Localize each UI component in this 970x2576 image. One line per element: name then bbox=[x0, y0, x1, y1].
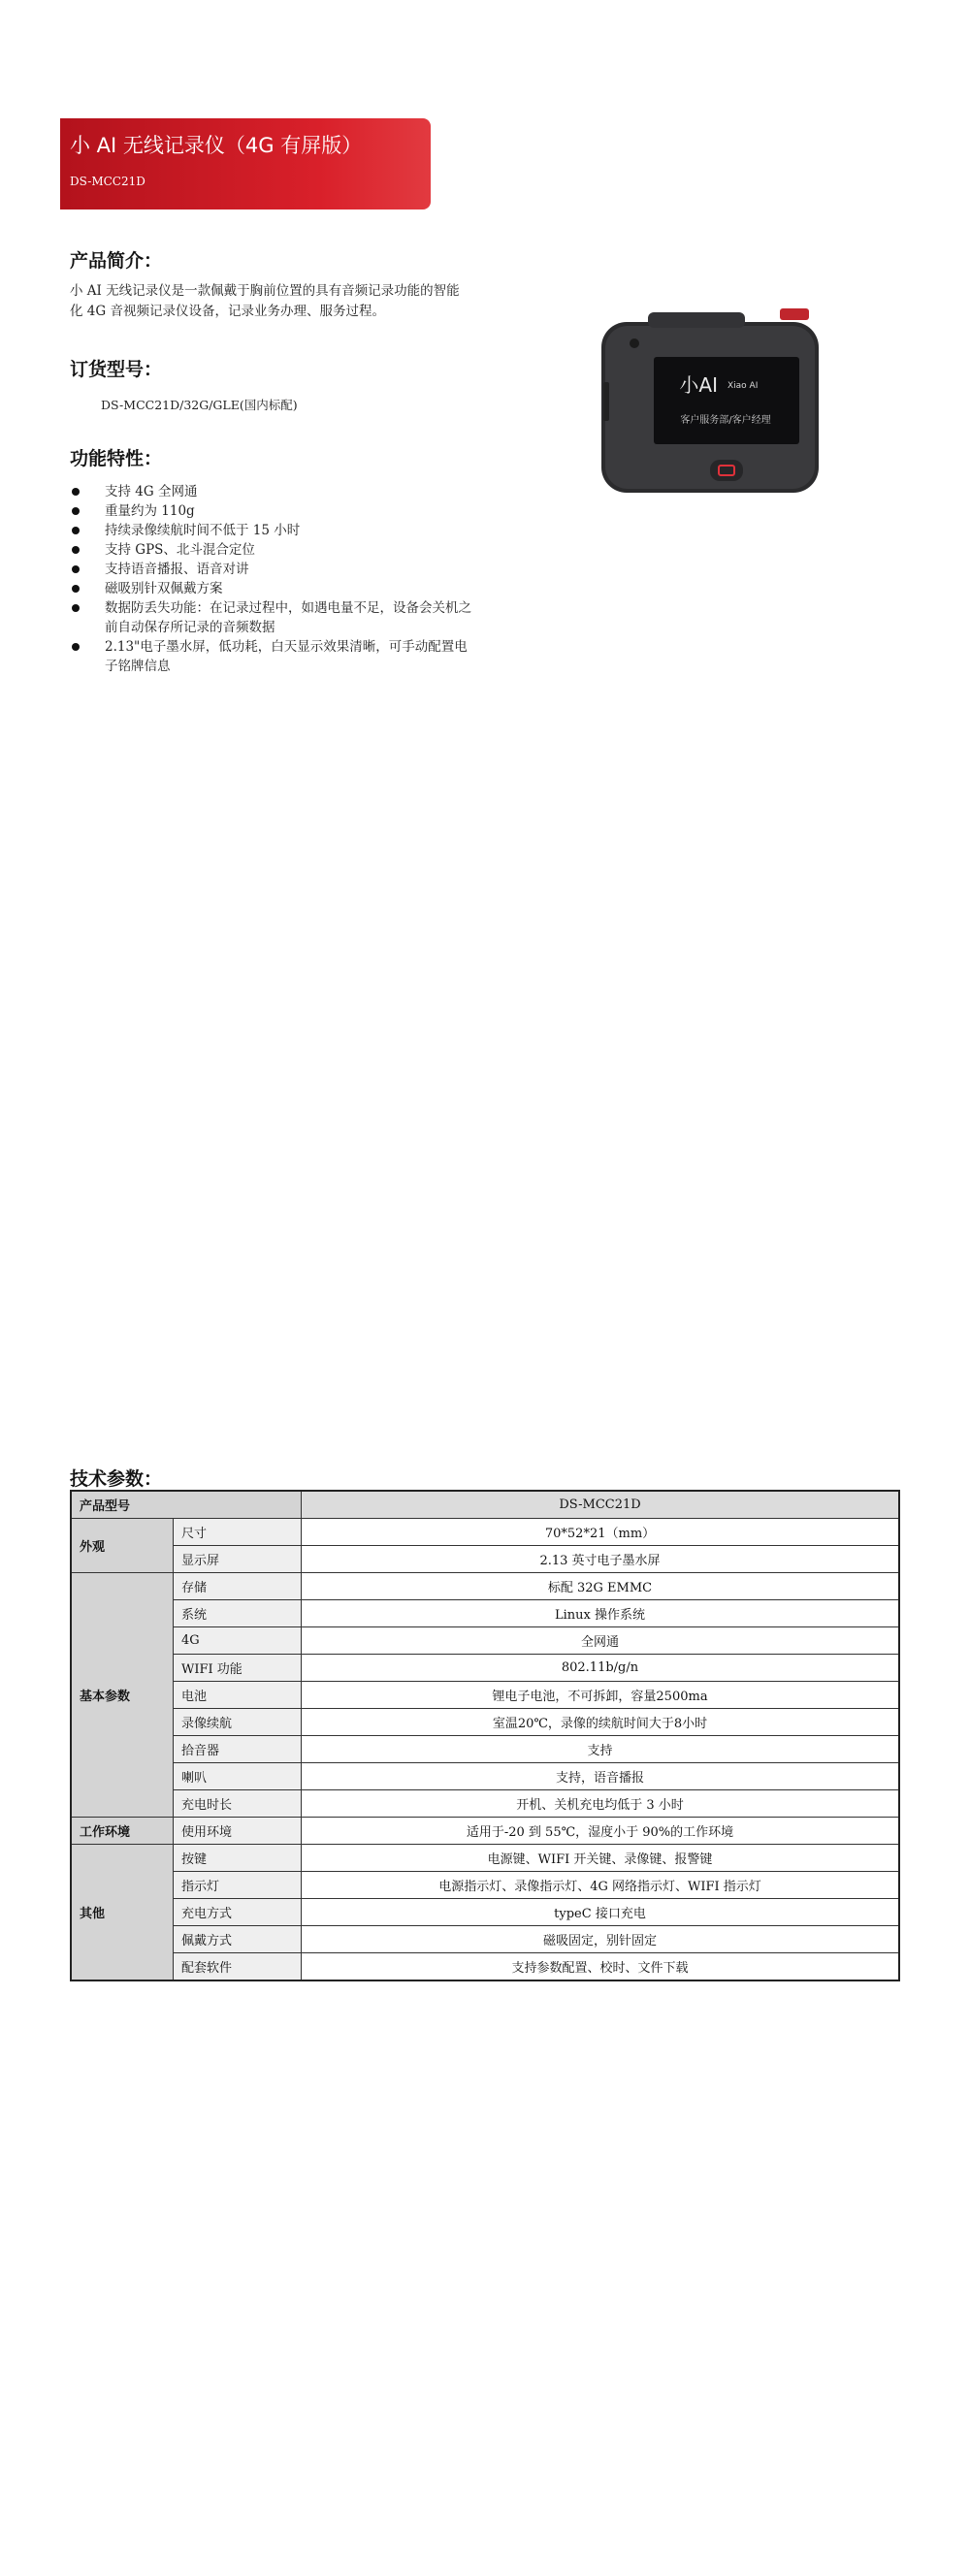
features-heading: 功能特性： bbox=[70, 448, 163, 469]
device-screen bbox=[654, 357, 799, 444]
spec-row bbox=[71, 1926, 899, 1953]
spec-row bbox=[71, 1899, 899, 1926]
spec-row bbox=[71, 1736, 899, 1763]
device-brand-small: Xiao AI bbox=[728, 381, 759, 391]
spec-param: 显示屏 bbox=[174, 1546, 302, 1573]
spec-row bbox=[71, 1709, 899, 1736]
spec-row bbox=[71, 1872, 899, 1899]
spec-row bbox=[71, 1655, 899, 1682]
spec-model-label: 产品型号 bbox=[71, 1491, 302, 1519]
spec-model-row bbox=[71, 1491, 899, 1519]
device-top-ridge bbox=[648, 312, 745, 328]
spec-group-name: 基本参数 bbox=[71, 1573, 174, 1818]
spec-param: 配套软件 bbox=[174, 1953, 302, 1981]
title-banner bbox=[60, 118, 431, 209]
bullet-icon bbox=[72, 604, 80, 612]
device-side-grip bbox=[603, 382, 609, 421]
spec-value: 标配 32G EMMC bbox=[302, 1573, 900, 1600]
bullet-icon bbox=[72, 585, 80, 593]
feature-text: 支持语音播报、语音对讲 bbox=[105, 562, 249, 577]
product-title: 小 AI 无线记录仪（4G 有屏版） bbox=[70, 134, 363, 157]
product-model-code: DS-MCC21D bbox=[70, 175, 146, 188]
spec-param: 充电时长 bbox=[174, 1790, 302, 1818]
bullet-icon bbox=[72, 565, 80, 573]
spec-param: 系统 bbox=[174, 1600, 302, 1627]
spec-param: 喇叭 bbox=[174, 1763, 302, 1790]
bullet-icon bbox=[72, 527, 80, 534]
spec-group-name: 工作环境 bbox=[71, 1818, 174, 1845]
spec-row bbox=[71, 1546, 899, 1573]
feature-item bbox=[70, 637, 477, 676]
spec-param: 指示灯 bbox=[174, 1872, 302, 1899]
spec-value: 支持参数配置、校时、文件下载 bbox=[302, 1953, 900, 1981]
spec-row bbox=[71, 1818, 899, 1845]
spec-value: 802.11b/g/n bbox=[302, 1655, 900, 1682]
spec-param: 尺寸 bbox=[174, 1519, 302, 1546]
spec-param: 存储 bbox=[174, 1573, 302, 1600]
feature-text: 支持 4G 全网通 bbox=[105, 484, 198, 499]
spec-value: 支持 bbox=[302, 1736, 900, 1763]
spec-group-name: 外观 bbox=[71, 1519, 174, 1573]
feature-item bbox=[70, 598, 477, 637]
spec-value: 锂电子电池，不可拆卸，容量2500ma bbox=[302, 1682, 900, 1709]
spec-value: 支持，语音播报 bbox=[302, 1763, 900, 1790]
bullet-icon bbox=[72, 507, 80, 515]
device-record-key bbox=[780, 308, 809, 320]
spec-param: 4G bbox=[174, 1627, 302, 1655]
spec-value: Linux 操作系统 bbox=[302, 1600, 900, 1627]
spec-row bbox=[71, 1790, 899, 1818]
feature-text: 数据防丢失功能：在记录过程中，如遇电量不足，设备会关机之前自动保存所记录的音频数据 bbox=[105, 600, 471, 635]
feature-item bbox=[70, 482, 477, 501]
spec-row bbox=[71, 1845, 899, 1872]
spec-row bbox=[71, 1953, 899, 1981]
specs-heading: 技术参数： bbox=[70, 1468, 163, 1490]
device-brand-large: 小AI bbox=[679, 373, 718, 397]
feature-item bbox=[70, 579, 477, 598]
feature-item bbox=[70, 540, 477, 560]
spec-param: 充电方式 bbox=[174, 1899, 302, 1926]
bullet-icon bbox=[72, 643, 80, 651]
spec-model-value: DS-MCC21D bbox=[302, 1491, 900, 1519]
feature-text: 持续录像续航时间不低于 15 小时 bbox=[105, 523, 301, 538]
spec-row bbox=[71, 1600, 899, 1627]
spec-table bbox=[70, 1490, 900, 1981]
spec-value: 全网通 bbox=[302, 1627, 900, 1655]
spec-row bbox=[71, 1682, 899, 1709]
feature-text: 重量约为 110g bbox=[105, 503, 195, 519]
spec-row bbox=[71, 1763, 899, 1790]
spec-value: 适用于-20 到 55℃，湿度小于 90%的工作环境 bbox=[302, 1818, 900, 1845]
spec-value: 电源指示灯、录像指示灯、4G 网络指示灯、WIFI 指示灯 bbox=[302, 1872, 900, 1899]
spec-param: WIFI 功能 bbox=[174, 1655, 302, 1682]
spec-row bbox=[71, 1627, 899, 1655]
intro-text: 小 AI 无线记录仪是一款佩戴于胸前位置的具有音频记录功能的智能化 4G 音视频记录仪设备，记录业务办理、服务过程。 bbox=[70, 283, 460, 319]
device-lens bbox=[630, 338, 639, 348]
feature-item bbox=[70, 521, 477, 540]
spec-value: 电源键、WIFI 开关键、录像键、报警键 bbox=[302, 1845, 900, 1872]
intro-heading: 产品简介： bbox=[70, 250, 163, 272]
device-screen-label: 客户服务部/客户经理 bbox=[680, 415, 771, 426]
device-front-button bbox=[710, 460, 743, 481]
bullet-icon bbox=[72, 488, 80, 496]
spec-row bbox=[71, 1573, 899, 1600]
order-heading: 订货型号： bbox=[70, 359, 163, 380]
spec-value: 室温20℃，录像的续航时间大于8小时 bbox=[302, 1709, 900, 1736]
spec-param: 佩戴方式 bbox=[174, 1926, 302, 1953]
feature-text: 2.13"电子墨水屏，低功耗，白天显示效果清晰，可手动配置电子铭牌信息 bbox=[105, 639, 468, 674]
spec-param: 按键 bbox=[174, 1845, 302, 1872]
spec-value: 70*52*21（mm） bbox=[302, 1519, 900, 1546]
order-model: DS-MCC21D/32G/GLE(国内标配) bbox=[101, 398, 298, 412]
bullet-icon bbox=[72, 546, 80, 554]
spec-value: 磁吸固定，别针固定 bbox=[302, 1926, 900, 1953]
spec-value: 2.13 英寸电子墨水屏 bbox=[302, 1546, 900, 1573]
spec-group-name: 其他 bbox=[71, 1845, 174, 1981]
feature-item bbox=[70, 560, 477, 579]
device-product-image bbox=[599, 305, 821, 495]
spec-param: 录像续航 bbox=[174, 1709, 302, 1736]
spec-param: 使用环境 bbox=[174, 1818, 302, 1845]
spec-value: 开机、关机充电均低于 3 小时 bbox=[302, 1790, 900, 1818]
features-list bbox=[70, 482, 477, 676]
spec-row bbox=[71, 1519, 899, 1546]
feature-item bbox=[70, 501, 477, 521]
feature-text: 支持 GPS、北斗混合定位 bbox=[105, 542, 255, 558]
spec-value: typeC 接口充电 bbox=[302, 1899, 900, 1926]
spec-param: 电池 bbox=[174, 1682, 302, 1709]
feature-text: 磁吸别针双佩戴方案 bbox=[105, 581, 223, 596]
spec-param: 拾音器 bbox=[174, 1736, 302, 1763]
